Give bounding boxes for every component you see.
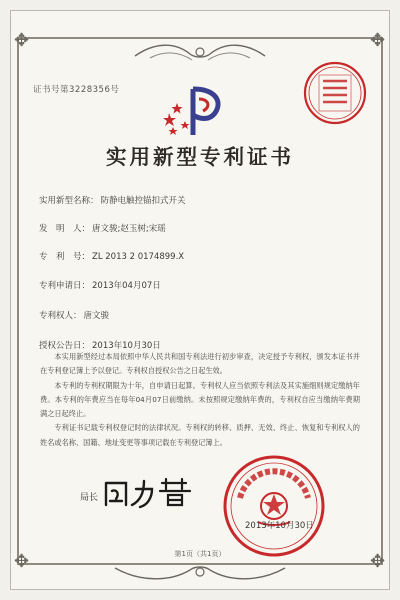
body-paragraph: 专利证书记载专利权登记时的法律状况。专利权的转移、质押、无效、终止、恢复和专利权人的姓名或名称、国籍、地址变更等事项记载在专利登记簿上。 xyxy=(40,423,360,447)
field-patentee xyxy=(39,309,109,321)
grant-date-label: 授权公告日： xyxy=(39,341,91,351)
patentee-value: 唐文骏 xyxy=(83,311,110,321)
page-number: 第1页（共1页） xyxy=(174,550,226,558)
utility-name-label: 实用新型名称： xyxy=(39,196,99,206)
top-ornament xyxy=(130,40,270,66)
inventor-label: 发 明 人： xyxy=(39,224,91,234)
grant-date-value: 2013年10月30日 xyxy=(92,341,161,351)
field-filing-date xyxy=(39,279,161,291)
field-inventor xyxy=(39,222,166,234)
director-label: 局长 xyxy=(80,493,99,503)
field-patent-number xyxy=(39,250,184,262)
bottom-ornament xyxy=(110,560,290,584)
seal-date: 2013年10月30日 xyxy=(245,521,314,531)
sipo-emblem-icon xyxy=(163,85,227,139)
corner-ornament-bottom-left: ✥ xyxy=(14,551,30,572)
top-seal-icon xyxy=(303,61,367,125)
body-paragraph: 本专利的专利权期限为十年，自申请日起算。专利权人应当依照专利法及其实施细则规定缴纳年费。本专利的年费应当在每年04月07日前缴纳。未按照规定缴纳年费的，专利权自应当缴纳年费期满之日起终止。 xyxy=(40,380,360,419)
corner-ornament-bottom-right: ✥ xyxy=(370,551,386,572)
corner-ornament-top-left: ✥ xyxy=(14,30,30,51)
corner-ornament-top-right: ✥ xyxy=(370,30,386,51)
patent-number-value: ZL 2013 2 0174899.X xyxy=(92,252,185,262)
director-signature xyxy=(100,475,195,509)
filing-date-label: 专利申请日： xyxy=(39,281,91,291)
patentee-label: 专利权人： xyxy=(39,311,82,321)
patent-number-label: 专 利 号： xyxy=(39,252,91,262)
filing-date-value: 2013年04月07日 xyxy=(92,281,161,291)
utility-name-value: 防静电触控锚扣式开关 xyxy=(100,196,186,206)
certificate-body xyxy=(40,350,360,450)
body-paragraph: 本实用新型经过本局依照中华人民共和国专利法进行初步审查，决定授予专利权，颁发本证书并在专利登记簿上予以登记。专利权自授权公告之日起生效。 xyxy=(40,352,360,376)
inventor-value: 唐文骏;赵玉树;宋瑶 xyxy=(92,224,166,234)
field-utility-name xyxy=(39,194,186,206)
bottom-seal-icon xyxy=(222,454,326,558)
certificate-title: 实用新型专利证书 xyxy=(106,145,294,169)
certificate-number: 证书号第3228356号 xyxy=(33,85,120,95)
